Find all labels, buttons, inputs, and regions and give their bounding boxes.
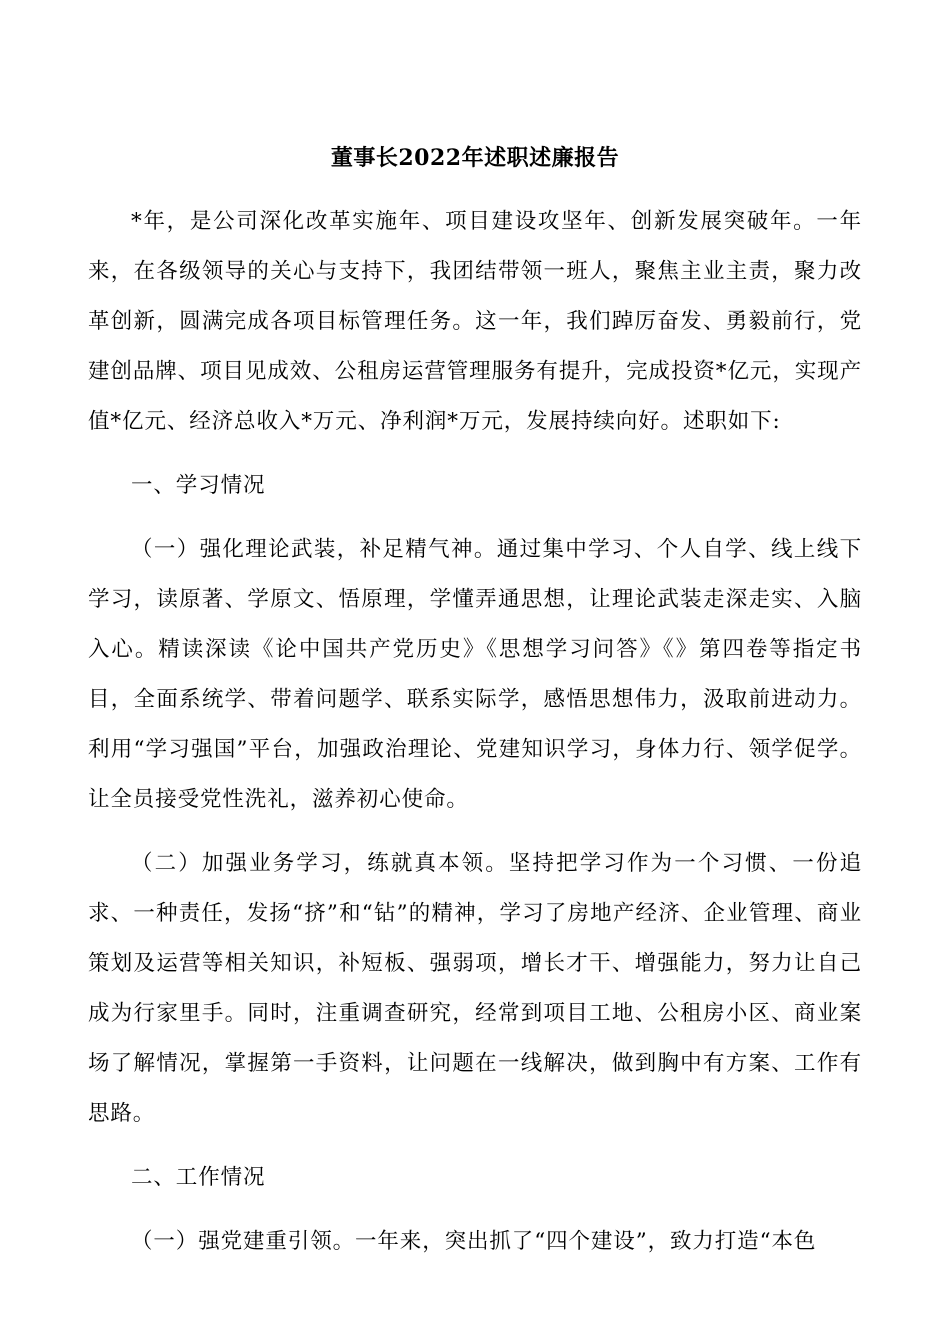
intro-paragraph: *年，是公司深化改革实施年、项目建设攻坚年、创新发展突破年。一年来，在各级领导的关心与支持下，我团结带领一班人，聚焦主业主责，聚力改革创新，圆满完成各项目标管理任务。这一年，我们踔厉奋发、勇毅前行，党建创品牌、项目见成效、公租房运营管理服务有提升，完成投资*亿元，实现产值*亿元、经济总收入*万元、净利润*万元，发展持续向好。述职如下: [88,209,862,434]
document-title: 董事长2022年述职述廉报告 [330,145,620,171]
paragraph-gap [88,511,862,525]
work-item-1-paragraph: （一）强党建重引领。一年来，突出抓了“四个建设”，致力打造“本色 [131,1229,817,1254]
paragraph-gap [88,825,862,839]
paragraph-gap [88,447,862,461]
study-item-2-paragraph: （二）加强业务学习，练就真本领。坚持把学习作为一个习惯、一份追求、一种责任，发扬“挤”和“钻”的精神，学习了房地产经济、企业管理、商业策划及运营等相关知识，补短板、强弱项，增长才干、增强能力，努力让自己成为行家里手。同时，注重调查研究，经常到项目工地、公租房小区、商业案场了解情况，掌握第一手资料，让问题在一线解决，做到胸中有方案、工作有思路。 [88,851,862,1126]
section-heading-work: 二、工作情况 [131,1165,266,1190]
study-item-1-paragraph: （一）强化理论武装，补足精气神。通过集中学习、个人自学、线上线下学习，读原著、学原文、悟原理，学懂弄通思想，让理论武装走深走实、入脑入心。精读深读《论中国共产党历史》《思想学习问答》《》第四卷等指定书目，全面系统学、带着问题学、联系实际学，感悟思想伟力，汲取前进动力。利用“学习强国”平台，加强政治理论、党建知识学习，身体力行、领学促学。让全员接受党性洗礼，滋养初心使命。 [88,537,862,812]
document-body [88,197,862,1267]
section-heading-study: 一、学习情况 [131,473,266,498]
paragraph-gap [88,1203,862,1217]
paragraph-gap [88,1139,862,1153]
